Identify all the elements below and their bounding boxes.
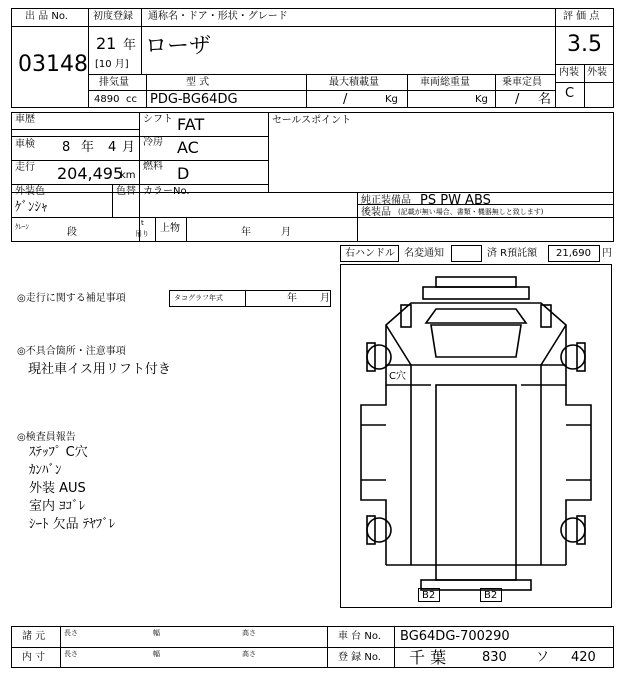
- spec-width-label: 幅: [153, 629, 160, 637]
- displacement-value: 4890: [94, 94, 120, 105]
- inspector-line: ｶﾝﾊﾞﾝ: [29, 463, 62, 478]
- sales-point-label: セールスポイント: [272, 115, 352, 126]
- spec-length-label: 長さ: [64, 629, 78, 637]
- inspection-month: 4: [108, 140, 117, 155]
- fuel-label: 燃料: [143, 161, 163, 172]
- driving-label: ◎走行に関する補足事項: [17, 293, 126, 304]
- inspector-line: 室内 ﾖｺﾞﾚ: [29, 499, 86, 514]
- first-reg-label: 初度登録: [93, 11, 133, 22]
- tacho-month: 月: [320, 293, 330, 304]
- interior-dim-label: 内 寸: [22, 652, 46, 663]
- crane-steps: 段: [67, 227, 77, 238]
- upper-label: 上物: [160, 223, 180, 234]
- spec-height-label: 高さ: [242, 629, 256, 637]
- oem-equip-value: PS PW ABS: [420, 193, 491, 208]
- lot-no-label: 出 品 No.: [25, 11, 68, 22]
- model-label: 通称名・ドア・形状・グレード: [148, 11, 288, 22]
- fuel-value: D: [177, 164, 190, 183]
- name-change-box: [451, 245, 482, 262]
- displacement-unit: cc: [126, 94, 137, 105]
- recycle-label: 済 R預託額: [487, 248, 538, 259]
- max-load-label: 最大積載量: [329, 77, 379, 88]
- rhd-label: 右ハンドル: [345, 248, 395, 259]
- inspector-label: ◎検査員報告: [17, 432, 76, 443]
- crane-hoist: 吊り: [135, 230, 149, 238]
- capacity-slash: /: [515, 92, 520, 107]
- aftermarket-label: 後装品: [361, 207, 391, 218]
- recycle-unit: 円: [602, 248, 612, 259]
- model-name: ローザ: [145, 34, 212, 59]
- vehicle-outline-diagram: [341, 265, 611, 607]
- model-code-label: 型 式: [186, 77, 210, 88]
- interior-width-label: 幅: [153, 650, 160, 658]
- tachograph-label: タコグラフ年式: [174, 294, 223, 302]
- capacity-unit: 名: [538, 92, 552, 107]
- first-reg-year-unit: 年: [123, 38, 137, 53]
- ext-color-value: ｹﾞﾝｼｬ: [15, 200, 48, 215]
- interior-label: 内装: [559, 67, 579, 78]
- interior-length-label: 長さ: [64, 650, 78, 658]
- displacement-label: 排気量: [99, 77, 129, 88]
- interior-grade: C: [565, 86, 575, 101]
- inspector-notes: [29, 446, 115, 536]
- exterior-label: 外装: [587, 67, 607, 78]
- gross-weight-unit: Kg: [475, 94, 488, 105]
- name-change-label: 名変通知: [404, 248, 444, 259]
- reg-number: 420: [571, 650, 596, 665]
- inspector-line: ｽﾃｯﾌﾟ C穴: [29, 445, 88, 460]
- upper-month: 月: [281, 227, 291, 238]
- inspection-year: 8: [62, 140, 71, 155]
- oem-equip-label: 純正装備品: [361, 195, 411, 206]
- upper-year: 年: [241, 227, 251, 238]
- chassis-label: 車 台 No.: [338, 631, 381, 642]
- mileage-value: 204,495: [57, 164, 124, 183]
- defects-label: ◎不具合箇所・注意事項: [17, 346, 126, 357]
- max-load-unit: Kg: [385, 94, 398, 105]
- lot-no: 03148: [18, 52, 88, 77]
- ac-label: 冷房: [143, 137, 163, 148]
- chassis-no: BG64DG-700290: [400, 629, 510, 644]
- header-block: [11, 8, 614, 108]
- crane-ton: t: [141, 219, 144, 227]
- recycle-amount: 21,690: [556, 248, 591, 259]
- b2-right-text: B2: [484, 590, 498, 601]
- defects-text: 現社車イス用リフト付き: [28, 362, 171, 377]
- first-reg-year: 21: [96, 34, 117, 53]
- reg-class: 830: [482, 650, 507, 665]
- inspection-label: 車検: [15, 139, 35, 150]
- mileage-label: 走行: [15, 162, 35, 173]
- c-hole-mark: C穴: [389, 371, 406, 382]
- inspector-line: 外装 AUS: [29, 481, 86, 496]
- color-code-label: カラーNo.: [143, 186, 190, 197]
- first-reg-month: [10 月]: [95, 59, 129, 70]
- reg-label: 登 録 No.: [338, 652, 381, 663]
- vehicle-diagram-frame: [340, 264, 612, 608]
- reg-kana: ソ: [536, 650, 550, 665]
- crane-label: ｸﾚｰﾝ: [15, 223, 29, 231]
- model-code: PDG-BG64DG: [150, 92, 238, 107]
- capacity-label: 乗車定員: [502, 77, 542, 88]
- gross-weight-label: 車両総重量: [420, 77, 470, 88]
- history-label: 車歴: [15, 114, 35, 125]
- shift-label: シフト: [143, 114, 173, 125]
- color-no-label: 色替: [116, 186, 136, 197]
- aftermarket-note: (記載が無い場合、書類・機器無しと致します): [398, 208, 544, 216]
- ac-value: AC: [177, 138, 199, 157]
- shift-value: FAT: [177, 115, 205, 134]
- interior-height-label: 高さ: [242, 650, 256, 658]
- inspection-month-unit: 月: [122, 140, 136, 155]
- rating-value: 3.5: [567, 32, 602, 57]
- b2-left-text: B2: [422, 590, 436, 601]
- reg-area: 千 葉: [409, 648, 447, 667]
- inspector-line: ｼｰﾄ 欠品 ﾃﾔﾌﾞﾚ: [29, 517, 116, 532]
- tacho-year: 年: [287, 293, 297, 304]
- spec-label: 諸 元: [22, 631, 46, 642]
- ext-color-label: 外装色: [15, 186, 45, 197]
- max-load-slash: /: [343, 92, 348, 107]
- rating-label: 評 価 点: [563, 11, 600, 22]
- inspection-year-unit: 年: [81, 140, 95, 155]
- mileage-unit: km: [120, 170, 136, 181]
